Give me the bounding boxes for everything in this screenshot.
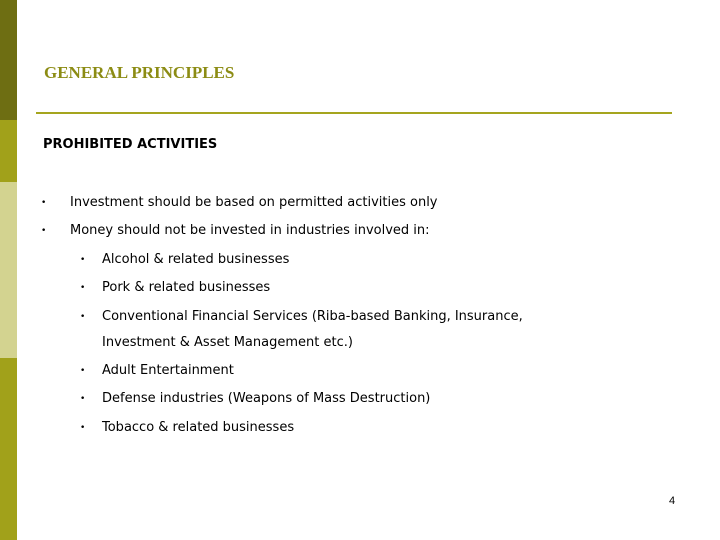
title-divider xyxy=(36,112,672,114)
sub-bullet-text: Pork & related businesses xyxy=(102,280,271,295)
sub-bullet-text: Adult Entertainment xyxy=(102,363,234,378)
bullet-text: Investment should be based on permitted activities only xyxy=(70,195,438,210)
bullet-glyph: • xyxy=(80,394,86,404)
sub-bullet-text: Tobacco & related businesses xyxy=(102,420,295,435)
bullet-text: Money should not be invested in industries involved in: xyxy=(70,223,430,238)
sidebar-segment-bottom xyxy=(0,358,17,540)
sub-bullet-text: Defense industries (Weapons of Mass Destruction) xyxy=(102,391,431,406)
bullet-glyph: • xyxy=(80,423,86,433)
page-number: 4 xyxy=(669,495,676,507)
sidebar-segment-middle xyxy=(0,182,17,358)
bullet-glyph: • xyxy=(80,283,86,293)
sub-bullet-text: Conventional Financial Services (Riba-based Banking, Insurance, xyxy=(102,309,523,324)
slide-title: GENERAL PRINCIPLES xyxy=(44,63,235,82)
bullet-glyph: • xyxy=(80,366,86,376)
bullet-glyph: • xyxy=(41,198,47,208)
sub-bullet-text-continuation: Investment & Asset Management etc.) xyxy=(102,335,353,350)
sidebar-segment-top xyxy=(0,0,17,120)
section-heading: PROHIBITED ACTIVITIES xyxy=(43,137,218,152)
sidebar-accent-bar xyxy=(0,0,17,540)
sub-bullet-text: Alcohol & related businesses xyxy=(102,252,290,267)
sidebar-segment-upper xyxy=(0,120,17,182)
bullet-glyph: • xyxy=(80,255,86,265)
bullet-glyph: • xyxy=(80,312,86,322)
bullet-glyph: • xyxy=(41,226,47,236)
